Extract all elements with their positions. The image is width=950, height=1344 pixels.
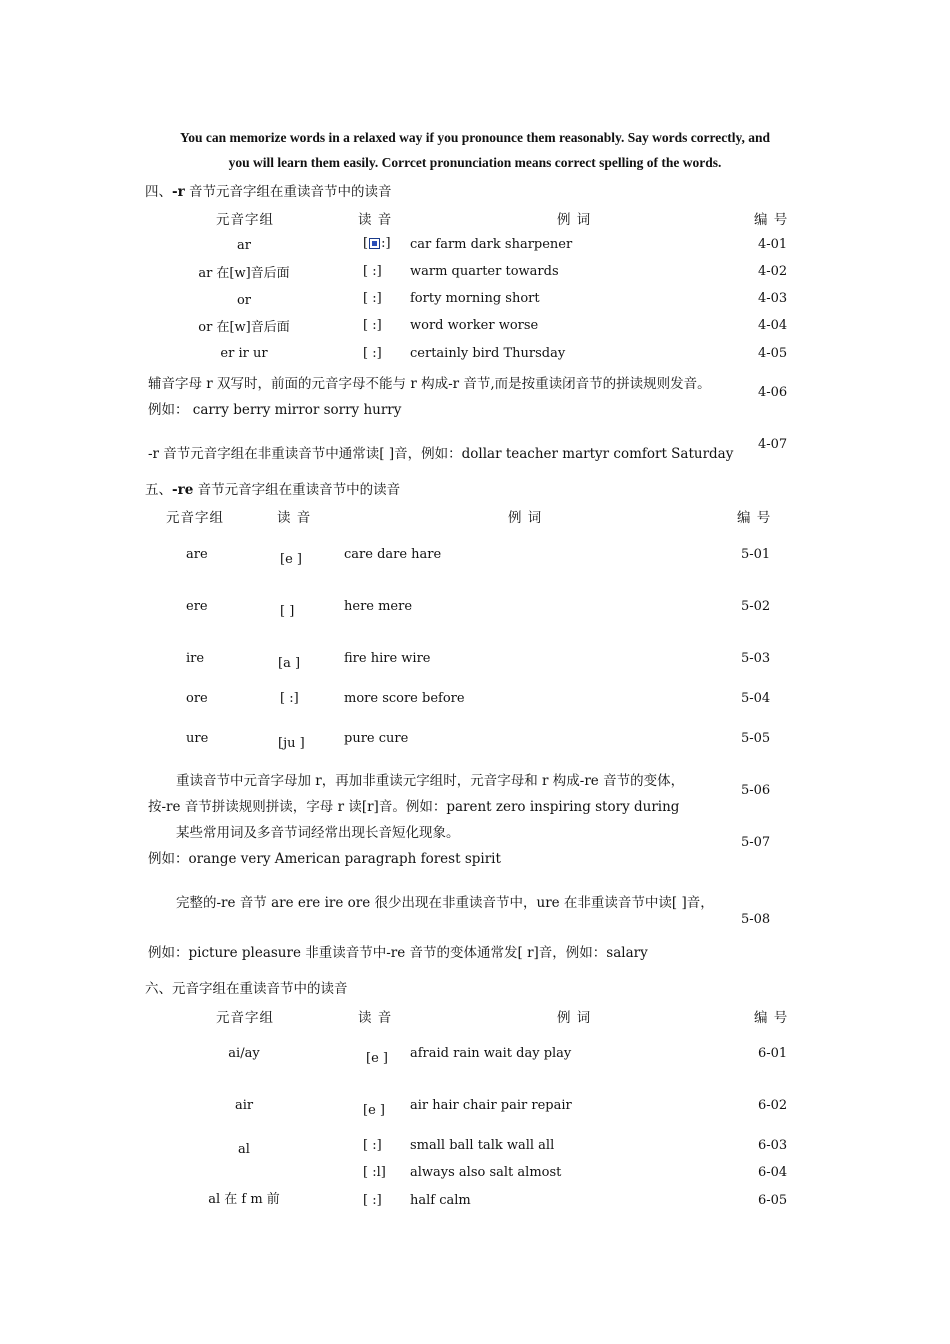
section-6-title: 六、元音字组在重读音节中的读音 (145, 981, 348, 997)
s4-row-3-examples: forty morning short (410, 291, 540, 306)
s5-header-group: 元音字组 (166, 510, 224, 526)
s5-row-1-sound: [e ] (280, 552, 302, 567)
s6-row-4-sound: [ :l] (363, 1165, 386, 1180)
s4-row-4-examples: word worker worse (410, 318, 539, 333)
s6-row-2-code: 6-02 (758, 1098, 788, 1113)
s4-row-5-code: 4-05 (758, 346, 788, 361)
s5-row-3-sound: [a ] (278, 656, 301, 671)
s5-row-2-sound: [ ] (280, 604, 295, 619)
s6-row-1-group: ai/ay (228, 1046, 260, 1061)
s6-row-1-code: 6-01 (758, 1046, 788, 1061)
section-4-title: 四、-r 音节元音字组在重读音节中的读音 (145, 184, 392, 200)
s6-row-4-code: 6-04 (758, 1165, 788, 1180)
s6-row-1-examples: afraid rain wait day play (410, 1046, 572, 1061)
section-5-title: 五、-re 音节元音字组在重读音节中的读音 (145, 482, 401, 498)
s4-row-5-examples: certainly bird Thursday (410, 346, 566, 361)
s6-row-2-examples: air hair chair pair repair (410, 1098, 572, 1113)
s5-header-examples: 例 词 (508, 510, 543, 526)
s4-row-1-group: ar (237, 238, 251, 253)
s6-header-group: 元音字组 (216, 1010, 274, 1026)
s5-note-1-line-1: 重读音节中元音字母加 r，再加非重读元字组时，元音字母和 r 构成-re 音节的变体， (176, 773, 685, 789)
s5-row-5-examples: pure cure (344, 731, 409, 746)
intro-paragraph (120, 125, 830, 175)
s4-header-code: 编 号 (754, 212, 789, 228)
section-4-title-key: -r (172, 184, 185, 200)
s4-row-5-sound: [ :] (363, 346, 382, 361)
s4-row-2-examples: warm quarter towards (410, 264, 559, 279)
s5-row-1-group: are (186, 547, 208, 562)
s5-row-2-code: 5-02 (741, 599, 771, 614)
s5-note-3-line-1: 完整的-re 音节 are ere ire ore 很少出现在非重读音节中，ure 在非重读音节中读[ ]音， (176, 895, 714, 911)
s5-note-1-code: 5-06 (741, 783, 771, 798)
s6-row-2-sound: [e ] (363, 1103, 385, 1118)
s6-header-code: 编 号 (754, 1010, 789, 1026)
s5-row-4-sound: [ :] (280, 691, 299, 706)
s5-row-5-code: 5-05 (741, 731, 771, 746)
s6-row-3-group: al (238, 1142, 250, 1157)
s5-row-4-group: ore (186, 691, 208, 706)
s5-row-1-code: 5-01 (741, 547, 771, 562)
s6-row-3-sound: [ :] (363, 1138, 382, 1153)
s6-row-3-examples: small ball talk wall all (410, 1138, 555, 1153)
s5-header-code: 编 号 (737, 510, 772, 526)
phonetic-symbol-icon (369, 238, 380, 249)
s4-row-2-code: 4-02 (758, 264, 788, 279)
s5-header-sound: 读 音 (277, 510, 312, 526)
s5-note-2-code: 5-07 (741, 835, 771, 850)
s4-note-2: -r 音节元音字组在非重读音节中通常读[ ]音，例如：dollar teacher martyr comfort Saturday (148, 446, 734, 462)
s4-row-4-group: or 在[w]音后面 (198, 320, 290, 335)
s5-row-4-examples: more score before (344, 691, 465, 706)
s5-row-3-examples: fire hire wire (344, 651, 431, 666)
s6-row-4-examples: always also salt almost (410, 1165, 562, 1180)
s5-row-1-examples: care dare hare (344, 547, 442, 562)
s5-row-3-group: ire (186, 651, 205, 666)
s6-header-sound: 读 音 (358, 1010, 393, 1026)
s6-row-5-sound: [ :] (363, 1193, 382, 1208)
s4-header-sound: 读 音 (358, 212, 393, 228)
s5-note-3-code: 5-08 (741, 912, 771, 927)
s6-row-1-sound: [e ] (366, 1051, 388, 1066)
s6-row-3-code: 6-03 (758, 1138, 788, 1153)
s4-note-1-line-2: 例如： carry berry mirror sorry hurry (148, 402, 402, 418)
s5-note-2-line-2: 例如：orange very American paragraph forest spirit (148, 851, 501, 867)
s5-row-3-code: 5-03 (741, 651, 771, 666)
s6-row-5-group: al 在 f m 前 (208, 1192, 280, 1207)
s5-note-1-line-2: 按-re 音节拼读规则拼读，字母 r 读[r]音。例如：parent zero inspiring story during (148, 799, 680, 815)
s4-header-group: 元音字组 (216, 212, 274, 228)
s5-row-2-examples: here mere (344, 599, 413, 614)
s4-row-1-code: 4-01 (758, 237, 788, 252)
s4-row-4-code: 4-04 (758, 318, 788, 333)
s4-row-5-group: er ir ur (220, 346, 268, 361)
s4-row-3-code: 4-03 (758, 291, 788, 306)
intro-line-2: you will learn them easily. Corrcet pronunciation means correct spelling of the words. (228, 155, 722, 170)
s4-row-4-sound: [ :] (363, 318, 382, 333)
s4-row-2-group: ar 在[w]音后面 (198, 266, 290, 281)
intro-line-1: You can memorize words in a relaxed way if you pronounce them reasonably. Say words correctly, and (180, 130, 770, 145)
s5-note-2-line-1: 某些常用词及多音节词经常出现长音短化现象。 (176, 825, 460, 841)
s4-row-1-sound: [ :] (363, 236, 391, 251)
s4-row-3-group: or (236, 293, 252, 308)
s6-row-5-code: 6-05 (758, 1193, 788, 1208)
s4-note-1-line-1: 辅音字母 r 双写时，前面的元音字母不能与 r 构成-r 音节,而是按重读闭音节的拼读规则发音。 (148, 376, 711, 392)
s5-row-5-sound: [ju ] (278, 736, 305, 751)
s5-row-5-group: ure (186, 731, 209, 746)
s5-row-2-group: ere (186, 599, 208, 614)
section-5-title-key: -re (172, 482, 194, 498)
s5-note-3-line-2: 例如：picture pleasure 非重读音节中-re 音节的变体通常发[ r]音，例如：salary (148, 945, 648, 961)
s6-row-2-group: air (234, 1098, 254, 1113)
s6-row-5-examples: half calm (410, 1193, 471, 1208)
s4-note-1-code: 4-06 (758, 385, 788, 400)
s5-row-4-code: 5-04 (741, 691, 771, 706)
s4-header-examples: 例 词 (557, 212, 592, 228)
s4-row-2-sound: [ :] (363, 264, 382, 279)
s4-row-1-examples: car farm dark sharpener (410, 237, 573, 252)
s4-note-2-code: 4-07 (758, 437, 788, 452)
s6-header-examples: 例 词 (557, 1010, 592, 1026)
s4-row-3-sound: [ :] (363, 291, 382, 306)
